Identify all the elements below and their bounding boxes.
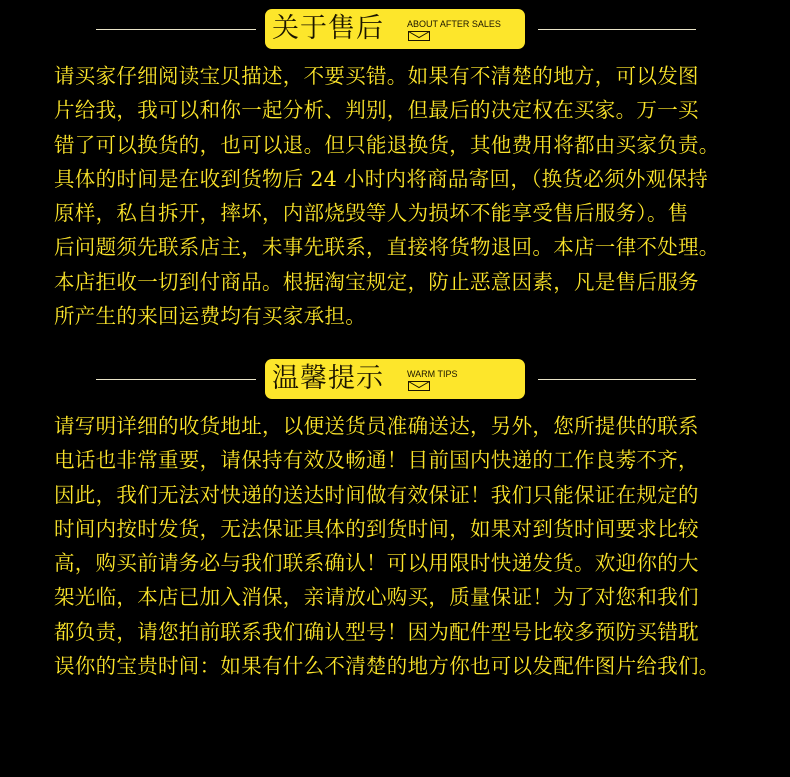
text-line: 片给我，我可以和你一起分析、判别，但最后的决定权在买家。万一买 xyxy=(54,98,699,123)
text-line: 本店拒收一切到付商品。根据淘宝规定，防止恶意因素，凡是售后服务 xyxy=(54,269,699,294)
text-line: 因此，我们无法对快递的送达时间做有效保证！我们只能保证在规定的 xyxy=(54,482,699,507)
text-line: 都负责，请您拍前联系我们确认型号！因为配件型号比较多预防买错耽 xyxy=(54,619,699,644)
envelope-icon xyxy=(408,381,430,391)
warm-tips-title: 温馨提示 xyxy=(272,363,384,394)
text-line: 请买家仔细阅读宝贝描述，不要买错。如果有不清楚的地方，可以发图 xyxy=(54,64,699,88)
text-line: 架光临，本店已加入消保，亲请放心购买，质量保证！为了对您和我们 xyxy=(54,585,699,610)
warm-tips-badge xyxy=(265,359,525,399)
after-sales-header xyxy=(0,9,790,51)
text-line: 时间内按时发货，无法保证具体的到货时间，如果对到货时间要求比较 xyxy=(54,516,699,541)
text-line: 错了可以换货的，也可以退。但只能退换货，其他费用将都由买家负责。 xyxy=(54,132,720,157)
text-line: 误你的宝贵时间：如果有什么不清楚的地方你也可以发配件图片给我们。 xyxy=(54,654,720,679)
warm-tips-subtitle: WARM TIPS xyxy=(407,369,458,379)
text-line: 电话也非常重要，请保持有效及畅通！目前国内快递的工作良莠不齐， xyxy=(54,448,699,473)
after-sales-text xyxy=(54,59,744,333)
text-line: 高，购买前请务必与我们联系确认！可以用限时快递发货。欢迎你的大 xyxy=(54,551,699,576)
text-line: 所产生的来回运费均有买家承担。 xyxy=(54,304,366,329)
text-line: 原样，私自拆开，摔坏，内部烧毁等人为损坏不能享受售后服务）。售 xyxy=(54,201,689,226)
text-line: 后问题须先联系店主，未事先联系，直接将货物退回。本店一律不处理。 xyxy=(54,235,720,260)
warm-tips-text xyxy=(54,409,744,683)
header-rule-right xyxy=(538,379,696,380)
header-rule-right xyxy=(538,29,696,30)
envelope-icon xyxy=(408,31,430,41)
text-line: 请写明详细的收货地址，以便送货员准确送达，另外，您所提供的联系 xyxy=(54,414,699,438)
after-sales-title: 关于售后 xyxy=(272,13,384,44)
header-rule-left xyxy=(96,379,256,380)
text-line: 具体的时间是在收到货物后 24 小时内将商品寄回，（换货必须外观保持 xyxy=(54,166,709,191)
warm-tips-header xyxy=(0,359,790,401)
header-rule-left xyxy=(96,29,256,30)
after-sales-subtitle: ABOUT AFTER SALES xyxy=(407,19,501,29)
after-sales-badge xyxy=(265,9,525,49)
